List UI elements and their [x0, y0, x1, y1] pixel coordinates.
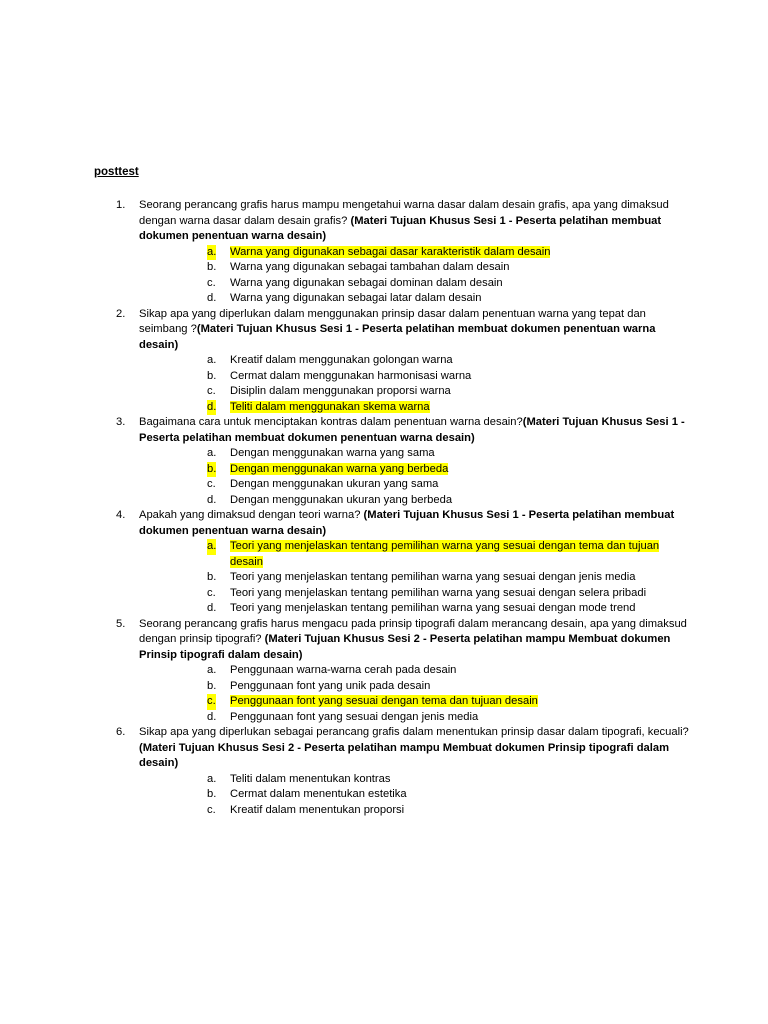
question-text: Sikap apa yang diperlukan dalam menggunakan prinsip dasar dalam penentuan warna yang tepat dan seimbang ?	[139, 307, 646, 335]
option-letter: b.	[207, 462, 216, 478]
option-text-highlighted: Penggunaan font yang sesuai dengan tema dan tujuan desain	[230, 695, 538, 707]
option-letter: a.	[207, 539, 216, 555]
question-number: 6.	[116, 726, 126, 738]
option-text-highlighted: Dengan menggunakan warna yang berbeda	[230, 462, 449, 475]
option-text-highlighted: Teori yang menjelaskan tentang pemilihan warna yang sesuai dengan tema dan tujuan desain	[230, 540, 660, 568]
option-text: Kreatif dalam menentukan proporsi	[230, 803, 405, 816]
option-letter: b.	[207, 369, 217, 382]
option-text: Teori yang menjelaskan tentang pemilihan warna yang sesuai dengan jenis media	[230, 571, 636, 583]
question-text: Seorang perancang grafis harus mampu mengetahui warna dasar dalam desain grafis, apa yang dimaksud dengan warna dasar dalam desain grafis?	[139, 199, 669, 227]
answer-option	[139, 586, 694, 602]
option-list	[139, 446, 694, 508]
answer-option	[139, 493, 694, 509]
question-number: 4.	[116, 509, 126, 521]
question-tag: (Materi Tujuan Khusus Sesi 2 - Peserta pelatihan mampu Membuat dokumen Prinsip tipografi dalam desain)	[139, 633, 671, 661]
option-letter: b.	[207, 788, 217, 800]
answer-option	[139, 446, 694, 462]
option-text: Cermat dalam menentukan estetika	[230, 788, 407, 800]
answer-option	[139, 539, 694, 570]
answer-option	[139, 803, 694, 819]
document-heading: posttest	[94, 166, 139, 178]
option-letter: a.	[207, 447, 217, 459]
option-letter: c.	[207, 276, 216, 289]
option-letter: d.	[207, 493, 217, 506]
option-text-highlighted: Warna yang digunakan sebagai dasar karakteristik dalam desain	[230, 245, 551, 258]
question-number: 1.	[116, 199, 126, 211]
option-text: Dengan menggunakan ukuran yang sama	[230, 478, 439, 490]
question-tag: (Materi Tujuan Khusus Sesi 1 - Peserta pelatihan membuat dokumen penentuan warna desain)	[139, 416, 685, 444]
question-item	[94, 307, 694, 416]
option-list	[139, 539, 694, 617]
answer-option	[139, 245, 694, 261]
option-text: Teori yang menjelaskan tentang pemilihan warna yang sesuai dengan selera pribadi	[230, 586, 647, 599]
option-text-highlighted: Teliti dalam menggunakan skema warna	[230, 400, 430, 413]
option-letter: a.	[207, 772, 217, 785]
option-letter: a.	[207, 354, 217, 366]
option-letter: d.	[207, 710, 217, 723]
answer-option	[139, 400, 694, 416]
answer-option	[139, 276, 694, 292]
question-number: 2.	[116, 307, 126, 320]
question-item	[94, 198, 694, 307]
answer-option	[139, 462, 694, 478]
option-letter: c.	[207, 694, 216, 710]
question-item	[94, 415, 694, 508]
answer-option	[139, 772, 694, 788]
answer-option	[139, 291, 694, 307]
question-item	[94, 617, 694, 726]
answer-option	[139, 787, 694, 803]
option-list	[139, 772, 694, 819]
answer-option	[139, 694, 694, 710]
option-letter: a.	[207, 664, 217, 676]
question-number: 5.	[116, 617, 126, 630]
option-text: Disiplin dalam menggunakan proporsi warna	[230, 385, 451, 397]
option-letter: c.	[207, 478, 216, 490]
answer-option	[139, 369, 694, 385]
option-list	[139, 353, 694, 415]
option-letter: d.	[207, 400, 216, 416]
answer-option	[139, 477, 694, 493]
option-list	[139, 245, 694, 307]
option-letter: c.	[207, 586, 216, 599]
question-text: Sikap apa yang diperlukan sebagai perancang grafis dalam menentukan prinsip dasar dalam tipografi, kecuali?	[139, 726, 689, 738]
question-tag: (Materi Tujuan Khusus Sesi 1 - Peserta pelatihan membuat dokumen penentuan warna desain)	[139, 509, 675, 537]
answer-option	[139, 384, 694, 400]
option-letter: b.	[207, 261, 217, 273]
question-list	[94, 198, 694, 818]
option-letter: c.	[207, 803, 216, 816]
option-letter: a.	[207, 245, 216, 261]
question-text: Seorang perancang grafis harus mengacu pada prinsip tipografi dalam merancang desain, apa yang dimaksud dengan prinsip tipografi?	[139, 617, 687, 645]
answer-option	[139, 663, 694, 679]
option-list	[139, 663, 694, 725]
question-tag: (Materi Tujuan Khusus Sesi 1 - Peserta pelatihan membuat dokumen penentuan warna desain)	[139, 214, 662, 242]
option-text: Warna yang digunakan sebagai dominan dalam desain	[230, 276, 503, 289]
answer-option	[139, 601, 694, 617]
question-text: Apakah yang dimaksud dengan teori warna?	[139, 509, 364, 521]
option-letter: d.	[207, 602, 217, 614]
option-text: Kreatif dalam menggunakan golongan warna	[230, 354, 453, 366]
option-text: Warna yang digunakan sebagai tambahan dalam desain	[230, 261, 510, 273]
answer-option	[139, 679, 694, 695]
question-text: Bagaimana cara untuk menciptakan kontras dalam penentuan warna desain?	[139, 416, 523, 428]
question-number: 3.	[116, 416, 126, 428]
answer-option	[139, 710, 694, 726]
option-letter: b.	[207, 679, 217, 692]
option-text: Cermat dalam menggunakan harmonisasi warna	[230, 369, 472, 382]
option-text: Penggunaan font yang unik pada desain	[230, 679, 431, 692]
option-letter: b.	[207, 571, 217, 583]
option-text: Warna yang digunakan sebagai latar dalam desain	[230, 292, 482, 304]
option-letter: c.	[207, 385, 216, 397]
question-tag: (Materi Tujuan Khusus Sesi 2 - Peserta pelatihan mampu Membuat dokumen Prinsip tipografi dalam desain)	[139, 741, 670, 769]
option-text: Penggunaan font yang sesuai dengan jenis media	[230, 710, 479, 723]
answer-option	[139, 570, 694, 586]
option-letter: d.	[207, 292, 217, 304]
question-item	[94, 725, 694, 818]
answer-option	[139, 260, 694, 276]
option-text: Teliti dalam menentukan kontras	[230, 772, 391, 785]
answer-option	[139, 353, 694, 369]
option-text: Penggunaan warna-warna cerah pada desain	[230, 664, 457, 676]
question-tag: (Materi Tujuan Khusus Sesi 1 - Peserta pelatihan membuat dokumen penentuan warna desain)	[139, 323, 656, 351]
option-text: Dengan menggunakan ukuran yang berbeda	[230, 493, 453, 506]
option-text: Dengan menggunakan warna yang sama	[230, 447, 435, 459]
question-item	[94, 508, 694, 617]
option-text: Teori yang menjelaskan tentang pemilihan warna yang sesuai dengan mode trend	[230, 602, 636, 614]
